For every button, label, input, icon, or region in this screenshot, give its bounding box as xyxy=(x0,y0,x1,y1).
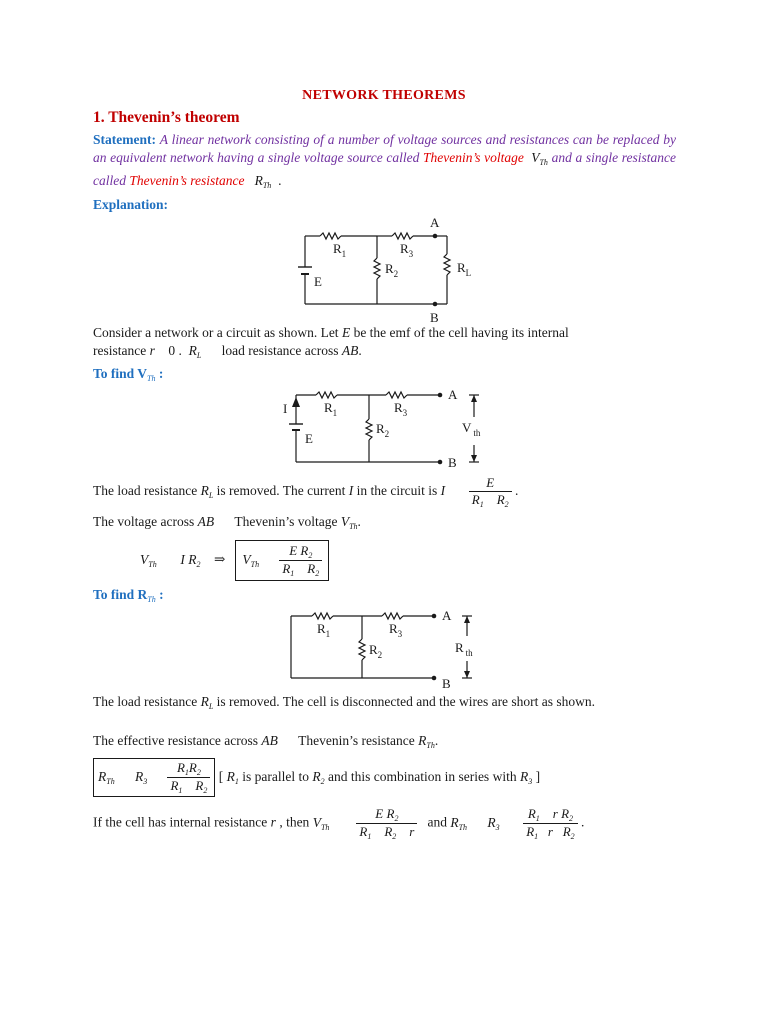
svg-text:B: B xyxy=(448,455,457,470)
current-fraction: $\frac{E}{R_1 R_2}$ xyxy=(469,475,512,509)
svg-text:Vth: V $_{th}$ xyxy=(462,420,481,438)
current-line: The load resistance $R_L$ is removed. The current I in the circuit is I $\frac{E}{R_1 R_2}$ . xyxy=(93,475,519,509)
rth-symbol: $R_{Th}$ xyxy=(254,173,272,190)
svg-text:A: A xyxy=(442,608,452,623)
statement-paragraph xyxy=(93,131,676,195)
effective-resistance-line: The effective resistance across AB Thevenin’s resistance $R_{Th}$. xyxy=(93,733,439,750)
page-title: NETWORK THEOREMS xyxy=(302,88,466,103)
section-heading: 1. Thevenin’s theorem xyxy=(93,109,240,126)
find-vth-label: To find $V_{Th}$ : xyxy=(93,366,164,383)
rth-result-box: $R_{Th}$ $R_3$ $\frac{R_1R_2}{R_1 R_2}$ xyxy=(93,758,215,797)
svg-text:R1: $R_1$ xyxy=(324,400,338,418)
svg-text:B: B xyxy=(430,310,439,324)
internal-resistance-line: If the cell has internal resistance r , then $V_{Th}$ $\frac{E R_2}{R_1 R_2 r}$ and $R_{Th}$ $R_3$ $\frac{R_1 r R_2}{R_1 r R_2}$ . xyxy=(93,806,585,841)
statement-part2: and a single resistance called xyxy=(93,150,677,188)
svg-text:R3: $R_3$ xyxy=(394,400,408,418)
find-rth-label: To find $R_{Th}$ : xyxy=(93,587,164,604)
vth-result-box: $V_{Th}$ $\frac{E R_2}{R_1 R_2}$ xyxy=(235,540,329,581)
svg-text:R1: $R_1$ xyxy=(333,241,347,259)
svg-text:R2: $R_2$ xyxy=(376,421,390,439)
svg-text:R2: $R_2$ xyxy=(369,642,383,660)
svg-text:I: I xyxy=(283,401,288,416)
svg-text:RL: $R_L$ xyxy=(457,260,472,278)
svg-text:E: E xyxy=(305,431,313,446)
consider-line-1: Consider a network or a circuit as shown. Let E be the emf of the cell having its internal xyxy=(93,325,569,340)
vth-equation: $V_{Th}$ I $R_2$ ⇒ $V_{Th}$ $\frac{E R_2}{R_1 R_2}$ xyxy=(140,540,329,581)
svg-text:A: A xyxy=(430,215,440,230)
cell-disconnected-paragraph: The load resistance $R_L$ is removed. The cell is disconnected and the wires are short as shown. xyxy=(93,694,596,711)
svg-text:E: E xyxy=(314,274,322,289)
rth-equation xyxy=(93,758,540,797)
svg-text:R3: $R_3$ xyxy=(400,241,414,259)
vth-internal-fraction: $\frac{E R_2}{R_1 R_2 r}$ xyxy=(356,806,417,841)
explanation-label: Explanation: xyxy=(93,197,169,212)
statement-end: . xyxy=(278,173,282,188)
svg-text:R1: $R_1$ xyxy=(317,621,331,639)
circuit-diagram-3 xyxy=(282,605,492,693)
statement-label: Statement: xyxy=(93,132,156,147)
svg-text:B: B xyxy=(442,676,451,691)
svg-text:Rth: R $_{th}$ xyxy=(455,640,473,658)
voltage-across-line: The voltage across AB Thevenin’s voltage $V_{Th}$. xyxy=(93,514,361,531)
term-thevenin-resistance: Thevenin’s resistance xyxy=(129,173,245,188)
svg-text:R2: $R_2$ xyxy=(385,261,399,279)
consider-line-2: resistance r 0 . $R_L$ load resistance across AB. xyxy=(93,343,362,360)
rth-note: [ $R_1$ is parallel to $R_2$ and this combination in series with $R_3$ ] xyxy=(218,769,541,786)
term-thevenin-voltage: Thevenin’s voltage xyxy=(423,150,524,165)
rth-internal-fraction: $\frac{R_1 r R_2}{R_1 r R_2}$ xyxy=(523,806,577,841)
statement-part1: A linear network consisting of a number of voltage sources and resistances can be replaced by an equivalent network having a single voltage source called xyxy=(93,132,677,165)
svg-text:A: A xyxy=(448,387,458,402)
svg-text:R3: $R_3$ xyxy=(389,621,403,639)
circuit-diagram-2 xyxy=(280,383,490,475)
circuit-diagram-1 xyxy=(290,212,490,324)
vth-symbol: $V_{Th}$ xyxy=(531,150,548,167)
